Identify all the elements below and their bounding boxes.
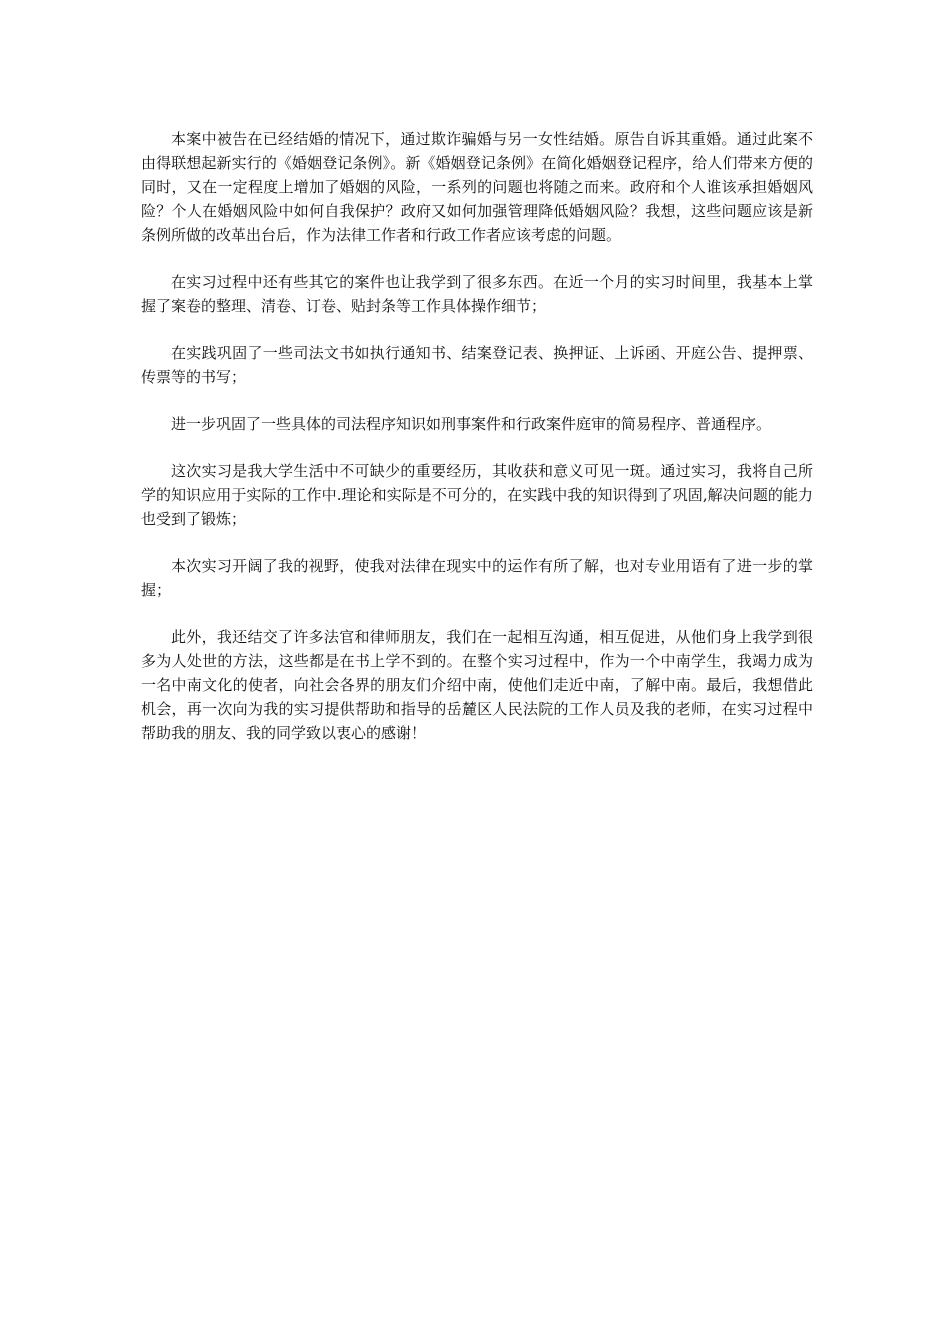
paragraph-other-cases: 在实习过程中还有些其它的案件也让我学到了很多东西。在近一个月的实习时间里，我基本上掌握了案卷的整理、清卷、订卷、贴封条等工作具体操作细节； <box>141 273 813 315</box>
paragraph-legal-documents: 在实践巩固了一些司法文书如执行通知书、结案登记表、换押证、上诉函、开庭公告、提押票、传票等的书写； <box>141 344 813 386</box>
paragraph-broadened-view: 本次实习开阔了我的视野，使我对法律在现实中的运作有所了解，也对专业用语有了进一步的掌握； <box>141 557 813 599</box>
document-body <box>141 127 813 768</box>
paragraph-acknowledgements: 此外，我还结交了许多法官和律师朋友，我们在一起相互沟通，相互促进，从他们身上我学到很多为人处世的方法，这些都是在书上学不到的。在整个实习过程中，作为一个中南学生，我竭力成为一名中南文化的使者，向社会各界的朋友们介绍中南，使他们走近中南，了解中南。最后，我想借此机会，再一次向为我的实习提供帮助和指导的岳麓区人民法院的工作人员及我的老师，在实习过程中帮助我的朋友、我的同学致以衷心的感谢！ <box>141 628 813 742</box>
paragraph-judicial-procedure: 进一步巩固了一些具体的司法程序知识如刑事案件和行政案件庭审的简易程序、普通程序。 <box>171 415 772 433</box>
paragraph-case-analysis: 本案中被告在已经结婚的情况下，通过欺诈骗婚与另一女性结婚。原告自诉其重婚。通过此案不由得联想起新实行的《婚姻登记条例》。新《婚姻登记条例》在简化婚姻登记程序，给人们带来方便的同时，又在一定程度上增加了婚姻的风险，一系列的问题也将随之而来。政府和个人谁该承担婚姻风险？个人在婚姻风险中如何自我保护？政府又如何加强管理降低婚姻风险？我想，这些问题应该是新条例所做的改革出台后，作为法律工作者和行政工作者应该考虑的问题。 <box>141 130 813 244</box>
paragraph-internship-significance: 这次实习是我大学生活中不可缺少的重要经历，其收获和意义可见一斑。通过实习，我将自己所学的知识应用于实际的工作中.理论和实际是不可分的，在实践中我的知识得到了巩固,解决问题的能力也受到了锻炼； <box>141 462 813 528</box>
